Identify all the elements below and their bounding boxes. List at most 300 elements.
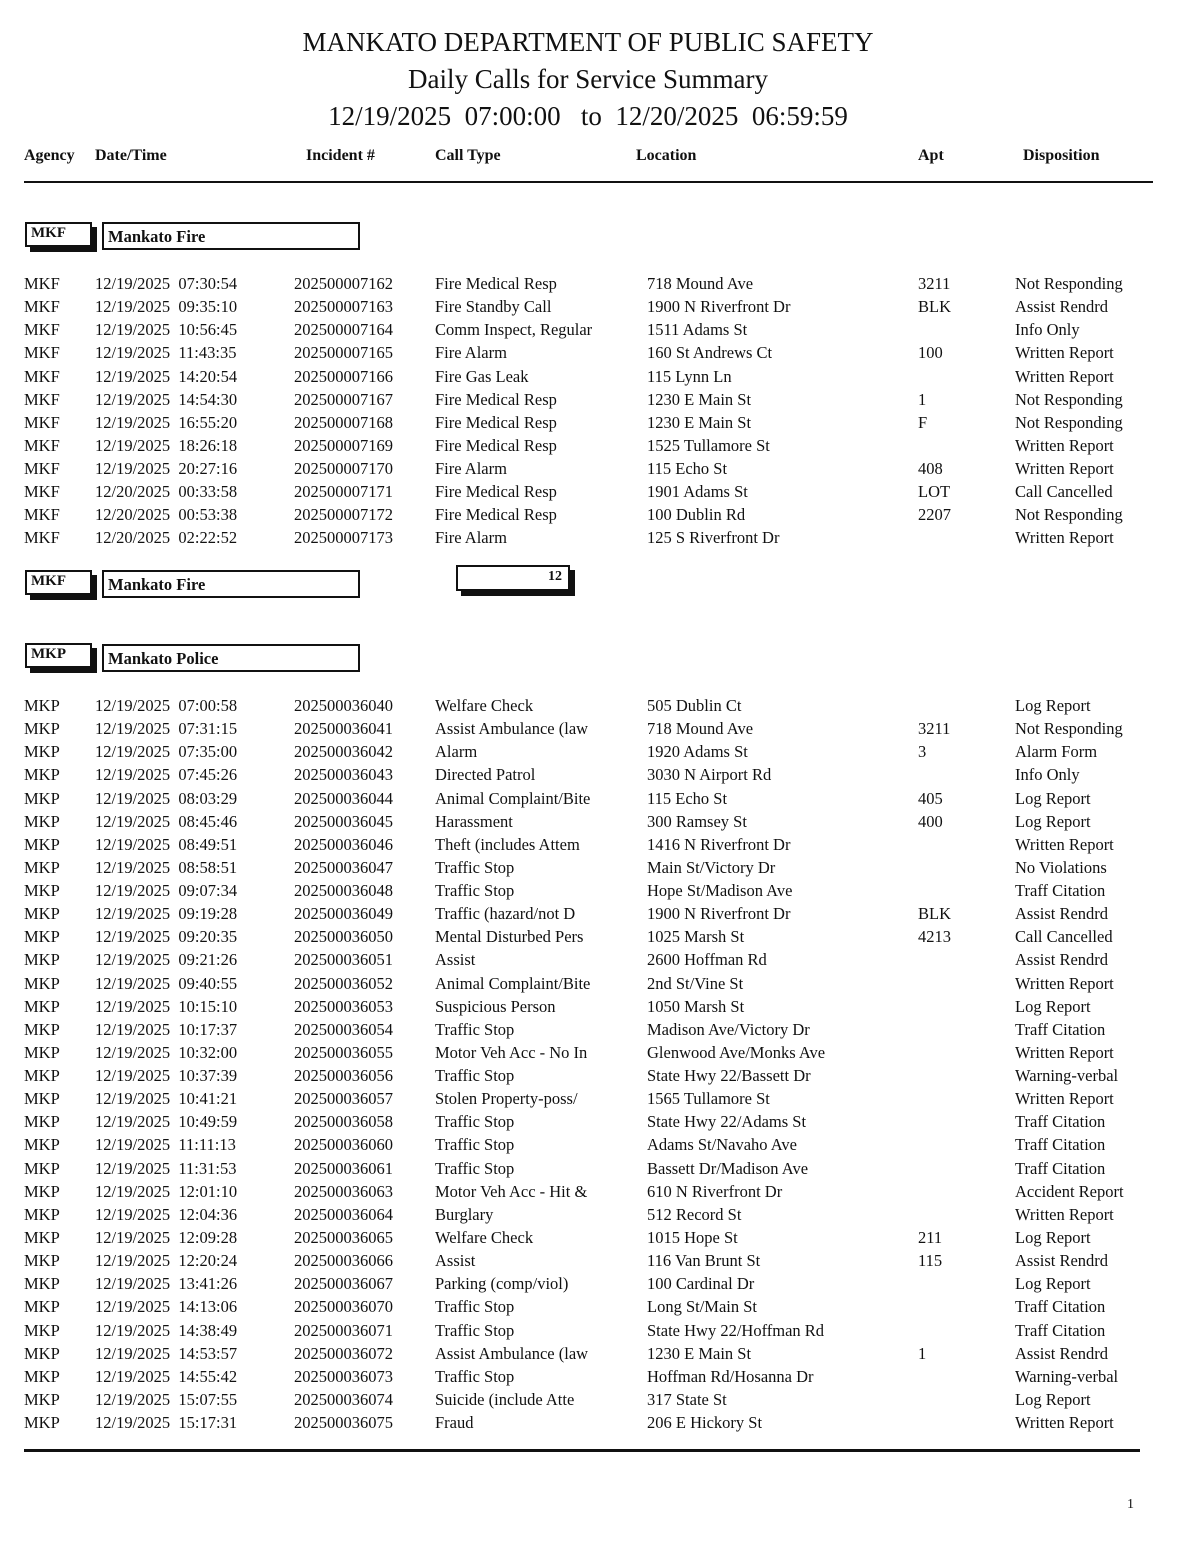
cell-location: 317 State St: [647, 1389, 727, 1409]
cell-apt: 3: [918, 742, 927, 762]
cell-location: Adams St/Navaho Ave: [647, 1135, 798, 1155]
table-row: [0, 526, 1200, 549]
cell-call-type: Fire Medical Resp: [435, 274, 557, 293]
cell-date-time: 12/19/2025 10:41:21: [95, 1089, 238, 1109]
cell-date-time: 12/19/2025 16:55:20: [95, 412, 238, 432]
cell-disposition: Not Responding: [1015, 505, 1123, 525]
cell-location: 1920 Adams St: [647, 742, 748, 762]
cell-location: Hope St/Madison Ave: [647, 881, 793, 901]
cell-call-type: Alarm: [435, 742, 478, 762]
cell-apt: 115: [918, 1251, 943, 1271]
cell-location: Long St/Main St: [647, 1297, 758, 1317]
cell-location: Madison Ave/Victory Dr: [647, 1019, 810, 1039]
cell-incident-number: 202500007173: [294, 528, 393, 548]
cell-incident-number: 202500036063: [294, 1181, 393, 1201]
cell-call-type: Comm Inspect, Regular: [435, 320, 593, 340]
cell-date-time: 12/19/2025 10:56:45: [95, 320, 238, 340]
cell-date-time: 12/19/2025 10:37:39: [95, 1066, 238, 1086]
cell-location: 1025 Marsh St: [647, 927, 745, 947]
cell-disposition: Traff Citation: [1015, 1112, 1106, 1132]
table-row: [0, 1319, 1200, 1342]
cell-date-time: 12/19/2025 15:17:31: [95, 1413, 238, 1433]
cell-call-type: Traffic Stop: [435, 1366, 515, 1386]
cell-apt: 100: [918, 343, 943, 363]
cell-agency: MKP: [24, 1389, 60, 1409]
cell-agency: MKF: [24, 389, 60, 409]
cell-disposition: Written Report: [1015, 459, 1114, 479]
cell-call-type: Fire Gas Leak: [435, 366, 529, 386]
cell-disposition: Traff Citation: [1015, 1320, 1106, 1340]
cell-agency: MKP: [24, 1089, 60, 1109]
cell-location: Bassett Dr/Madison Ave: [647, 1158, 809, 1178]
cell-agency: MKF: [24, 320, 60, 340]
cell-location: 1525 Tullamore St: [647, 435, 770, 455]
cell-agency: MKP: [24, 950, 60, 970]
cell-call-type: Welfare Check: [435, 696, 534, 715]
cell-date-time: 12/19/2025 15:07:55: [95, 1389, 238, 1409]
cell-date-time: 12/20/2025 00:53:38: [95, 505, 238, 525]
cell-incident-number: 202500036043: [294, 765, 393, 785]
cell-date-time: 12/19/2025 11:43:35: [95, 343, 237, 363]
cell-incident-number: 202500007166: [294, 366, 393, 386]
cell-incident-number: 202500036047: [294, 857, 393, 877]
cell-location: 116 Van Brunt St: [647, 1251, 761, 1271]
cell-agency: MKP: [24, 1297, 60, 1317]
cell-disposition: Log Report: [1015, 811, 1091, 831]
table-row: [0, 1087, 1200, 1110]
cell-call-type: Traffic Stop: [435, 857, 515, 877]
col-call-type: Call Type: [435, 147, 501, 164]
cell-incident-number: 202500036064: [294, 1204, 393, 1224]
cell-date-time: 12/20/2025 00:33:58: [95, 482, 238, 502]
cell-call-type: Fire Medical Resp: [435, 482, 557, 502]
table-row: [0, 833, 1200, 856]
cell-agency: MKF: [24, 274, 60, 293]
cell-apt: 1: [918, 1343, 927, 1363]
cell-date-time: 12/19/2025 12:01:10: [95, 1181, 238, 1201]
cell-incident-number: 202500036055: [294, 1042, 393, 1062]
table-row: [0, 411, 1200, 434]
cell-agency: MKP: [24, 1204, 60, 1224]
cell-location: 1230 E Main St: [647, 412, 752, 432]
cell-call-type: Suspicious Person: [435, 996, 556, 1016]
cell-incident-number: 202500007171: [294, 482, 393, 502]
cell-date-time: 12/19/2025 14:38:49: [95, 1320, 238, 1340]
cell-location: 610 N Riverfront Dr: [647, 1181, 783, 1201]
col-agency: Agency: [24, 147, 75, 164]
cell-agency: MKP: [24, 996, 60, 1016]
cell-agency: MKP: [24, 1019, 60, 1039]
table-row: [0, 1388, 1200, 1411]
cell-date-time: 12/19/2025 07:30:54: [95, 274, 238, 293]
cell-disposition: Assist Rendrd: [1015, 297, 1109, 317]
police-agency-name: Mankato Police: [102, 644, 360, 672]
cell-date-time: 12/19/2025 11:31:53: [95, 1158, 237, 1178]
table-row: [0, 341, 1200, 364]
cell-incident-number: 202500036051: [294, 950, 393, 970]
cell-disposition: Accident Report: [1015, 1181, 1124, 1201]
cell-call-type: Assist Ambulance (law: [435, 1343, 589, 1363]
cell-agency: MKP: [24, 719, 60, 739]
cell-incident-number: 202500036073: [294, 1366, 393, 1386]
table-row: [0, 763, 1200, 786]
table-row: [0, 1041, 1200, 1064]
cell-incident-number: 202500007164: [294, 320, 393, 340]
cell-call-type: Assist: [435, 950, 476, 970]
cell-location: 206 E Hickory St: [647, 1413, 763, 1433]
cell-location: 115 Echo St: [647, 788, 728, 808]
cell-location: 1230 E Main St: [647, 389, 752, 409]
cell-apt: F: [918, 412, 928, 432]
cell-agency: MKP: [24, 1343, 60, 1363]
cell-location: 100 Dublin Rd: [647, 505, 746, 525]
cell-agency: MKP: [24, 765, 60, 785]
cell-disposition: Traff Citation: [1015, 1297, 1106, 1317]
cell-incident-number: 202500036066: [294, 1251, 393, 1271]
table-row: [0, 856, 1200, 879]
cell-apt: 3211: [918, 719, 951, 739]
table-row: [0, 295, 1200, 318]
cell-disposition: Log Report: [1015, 996, 1091, 1016]
cell-incident-number: 202500036071: [294, 1320, 393, 1340]
cell-call-type: Traffic Stop: [435, 1066, 515, 1086]
table-row: [0, 1018, 1200, 1041]
table-row: [0, 1249, 1200, 1272]
cell-date-time: 12/19/2025 11:11:13: [95, 1135, 236, 1155]
cell-location: 1901 Adams St: [647, 482, 748, 502]
cell-date-time: 12/19/2025 14:13:06: [95, 1297, 238, 1317]
cell-date-time: 12/19/2025 12:04:36: [95, 1204, 238, 1224]
cell-incident-number: 202500036075: [294, 1413, 393, 1433]
cell-date-time: 12/19/2025 09:35:10: [95, 297, 238, 317]
cell-call-type: Fire Alarm: [435, 528, 507, 548]
cell-agency: MKP: [24, 1112, 60, 1132]
table-row: [0, 972, 1200, 995]
cell-disposition: Info Only: [1015, 765, 1080, 785]
cell-call-type: Motor Veh Acc - No In: [435, 1042, 588, 1062]
cell-call-type: Fire Standby Call: [435, 297, 552, 317]
table-row: [0, 787, 1200, 810]
table-row: [0, 1133, 1200, 1156]
cell-incident-number: 202500007170: [294, 459, 393, 479]
cell-apt: 4213: [918, 927, 951, 947]
cell-disposition: Written Report: [1015, 973, 1114, 993]
cell-apt: 1: [918, 389, 927, 409]
cell-agency: MKP: [24, 1042, 60, 1062]
cell-disposition: Traff Citation: [1015, 1019, 1106, 1039]
cell-agency: MKP: [24, 1366, 60, 1386]
cell-disposition: Written Report: [1015, 1413, 1114, 1433]
cell-date-time: 12/19/2025 12:20:24: [95, 1251, 238, 1271]
cell-apt: 211: [918, 1227, 943, 1247]
table-row: [0, 694, 1200, 717]
cell-agency: MKP: [24, 881, 60, 901]
cell-location: State Hwy 22/Adams St: [647, 1112, 807, 1132]
cell-date-time: 12/19/2025 09:40:55: [95, 973, 238, 993]
table-row: [0, 1180, 1200, 1203]
cell-incident-number: 202500007169: [294, 435, 393, 455]
cell-location: 512 Record St: [647, 1204, 742, 1224]
cell-date-time: 12/19/2025 08:45:46: [95, 811, 238, 831]
cell-date-time: 12/19/2025 10:32:00: [95, 1042, 238, 1062]
cell-disposition: Written Report: [1015, 1042, 1114, 1062]
table-row: [0, 879, 1200, 902]
cell-call-type: Directed Patrol: [435, 765, 536, 785]
fire-agency-code: MKF: [25, 222, 92, 247]
footer-divider: [24, 1449, 1140, 1452]
cell-date-time: 12/19/2025 08:49:51: [95, 834, 238, 854]
cell-location: 1230 E Main St: [647, 1343, 752, 1363]
cell-agency: MKF: [24, 459, 60, 479]
cell-disposition: Not Responding: [1015, 389, 1123, 409]
cell-call-type: Traffic Stop: [435, 1019, 515, 1039]
cell-disposition: Alarm Form: [1015, 742, 1098, 762]
cell-disposition: Assist Rendrd: [1015, 904, 1109, 924]
cell-call-type: Fire Medical Resp: [435, 435, 557, 455]
cell-date-time: 12/19/2025 10:17:37: [95, 1019, 238, 1039]
table-row: [0, 388, 1200, 411]
header-divider: [24, 181, 1153, 183]
police-agency-code: MKP: [25, 643, 92, 668]
cell-disposition: Written Report: [1015, 1089, 1114, 1109]
cell-location: 160 St Andrews Ct: [647, 343, 773, 363]
cell-date-time: 12/19/2025 09:19:28: [95, 904, 238, 924]
cell-incident-number: 202500036050: [294, 927, 393, 947]
cell-agency: MKP: [24, 1251, 60, 1271]
cell-incident-number: 202500007162: [294, 274, 393, 293]
cell-disposition: Traff Citation: [1015, 1158, 1106, 1178]
cell-call-type: Traffic Stop: [435, 1297, 515, 1317]
cell-disposition: Info Only: [1015, 320, 1080, 340]
table-row: [0, 902, 1200, 925]
cell-call-type: Assist Ambulance (law: [435, 719, 589, 739]
cell-call-type: Animal Complaint/Bite: [435, 788, 591, 808]
cell-incident-number: 202500036067: [294, 1274, 393, 1294]
col-datetime: Date/Time: [95, 147, 167, 164]
cell-agency: MKP: [24, 1320, 60, 1340]
cell-date-time: 12/19/2025 08:58:51: [95, 857, 238, 877]
cell-location: 1565 Tullamore St: [647, 1089, 770, 1109]
cell-call-type: Fire Alarm: [435, 459, 507, 479]
cell-incident-number: 202500036042: [294, 742, 393, 762]
cell-call-type: Fraud: [435, 1413, 474, 1433]
cell-disposition: Log Report: [1015, 788, 1091, 808]
cell-incident-number: 202500036054: [294, 1019, 393, 1039]
table-row: [0, 1342, 1200, 1365]
cell-agency: MKP: [24, 1227, 60, 1247]
table-row: [0, 925, 1200, 948]
cell-disposition: No Violations: [1015, 857, 1107, 877]
cell-incident-number: 202500007172: [294, 505, 393, 525]
cell-date-time: 12/19/2025 14:55:42: [95, 1366, 238, 1386]
cell-location: 2600 Hoffman Rd: [647, 950, 767, 970]
cell-date-time: 12/19/2025 07:45:26: [95, 765, 238, 785]
cell-agency: MKF: [24, 528, 60, 548]
cell-date-time: 12/19/2025 07:31:15: [95, 719, 238, 739]
cell-call-type: Theft (includes Attem: [435, 834, 580, 854]
cell-incident-number: 202500007165: [294, 343, 393, 363]
cell-incident-number: 202500036060: [294, 1135, 393, 1155]
table-row: [0, 1226, 1200, 1249]
cell-location: 125 S Riverfront Dr: [647, 528, 780, 548]
cell-disposition: Traff Citation: [1015, 881, 1106, 901]
table-row: [0, 272, 1200, 295]
cell-location: 100 Cardinal Dr: [647, 1274, 755, 1294]
cell-location: 300 Ramsey St: [647, 811, 747, 831]
cell-call-type: Motor Veh Acc - Hit &: [435, 1181, 588, 1201]
cell-date-time: 12/19/2025 18:26:18: [95, 435, 238, 455]
cell-incident-number: 202500036056: [294, 1066, 393, 1086]
cell-location: 115 Lynn Ln: [647, 366, 732, 386]
cell-incident-number: 202500036072: [294, 1343, 393, 1363]
cell-agency: MKP: [24, 1413, 60, 1433]
cell-agency: MKF: [24, 366, 60, 386]
cell-apt: BLK: [918, 297, 951, 317]
cell-location: 1900 N Riverfront Dr: [647, 904, 791, 924]
table-row: [0, 740, 1200, 763]
cell-disposition: Log Report: [1015, 1274, 1091, 1294]
cell-date-time: 12/19/2025 10:15:10: [95, 996, 238, 1016]
cell-apt: LOT: [918, 482, 951, 502]
cell-call-type: Fire Medical Resp: [435, 389, 557, 409]
cell-incident-number: 202500036070: [294, 1297, 393, 1317]
cell-location: 505 Dublin Ct: [647, 696, 742, 715]
cell-agency: MKP: [24, 1274, 60, 1294]
cell-agency: MKF: [24, 435, 60, 455]
cell-agency: MKP: [24, 857, 60, 877]
cell-location: 1900 N Riverfront Dr: [647, 297, 791, 317]
cell-date-time: 12/19/2025 09:07:34: [95, 881, 238, 901]
table-row: [0, 1157, 1200, 1180]
cell-disposition: Written Report: [1015, 435, 1114, 455]
cell-location: Hoffman Rd/Hosanna Dr: [647, 1366, 814, 1386]
cell-call-type: Fire Medical Resp: [435, 505, 557, 525]
cell-agency: MKF: [24, 482, 60, 502]
cell-date-time: 12/19/2025 14:54:30: [95, 389, 238, 409]
cell-location: 718 Mound Ave: [647, 274, 754, 293]
cell-incident-number: 202500036044: [294, 788, 393, 808]
cell-call-type: Animal Complaint/Bite: [435, 973, 591, 993]
cell-location: State Hwy 22/Hoffman Rd: [647, 1320, 825, 1340]
cell-location: 718 Mound Ave: [647, 719, 754, 739]
cell-agency: MKP: [24, 834, 60, 854]
cell-location: State Hwy 22/Bassett Dr: [647, 1066, 811, 1086]
col-incident: Incident #: [306, 147, 375, 164]
cell-location: 3030 N Airport Rd: [647, 765, 772, 785]
cell-apt: 3211: [918, 274, 951, 293]
cell-date-time: 12/19/2025 14:20:54: [95, 366, 238, 386]
page-number: 1: [1127, 1497, 1134, 1512]
cell-incident-number: 202500036053: [294, 996, 393, 1016]
cell-disposition: Warning-verbal: [1015, 1066, 1119, 1086]
cell-location: 1511 Adams St: [647, 320, 748, 340]
cell-date-time: 12/20/2025 02:22:52: [95, 528, 238, 548]
cell-disposition: Warning-verbal: [1015, 1366, 1119, 1386]
table-row: [0, 1365, 1200, 1388]
cell-disposition: Assist Rendrd: [1015, 1343, 1109, 1363]
cell-disposition: Call Cancelled: [1015, 927, 1113, 947]
cell-apt: 405: [918, 788, 943, 808]
table-row: [0, 318, 1200, 341]
cell-agency: MKP: [24, 1135, 60, 1155]
table-row: [0, 1411, 1200, 1434]
table-row: [0, 365, 1200, 388]
cell-disposition: Log Report: [1015, 1389, 1091, 1409]
cell-agency: MKF: [24, 343, 60, 363]
table-row: [0, 480, 1200, 503]
cell-incident-number: 202500036048: [294, 881, 393, 901]
cell-incident-number: 202500007167: [294, 389, 393, 409]
cell-agency: MKP: [24, 742, 60, 762]
table-row: [0, 434, 1200, 457]
table-row: [0, 1064, 1200, 1087]
cell-incident-number: 202500036061: [294, 1158, 393, 1178]
cell-call-type: Traffic Stop: [435, 881, 515, 901]
cell-apt: BLK: [918, 904, 951, 924]
cell-date-time: 12/19/2025 13:41:26: [95, 1274, 238, 1294]
cell-incident-number: 202500036065: [294, 1227, 393, 1247]
cell-incident-number: 202500036046: [294, 834, 393, 854]
col-apt: Apt: [918, 147, 944, 164]
table-row: [0, 810, 1200, 833]
table-row: [0, 503, 1200, 526]
cell-disposition: Not Responding: [1015, 274, 1123, 293]
table-row: [0, 1272, 1200, 1295]
cell-incident-number: 202500036040: [294, 696, 393, 715]
table-row: [0, 457, 1200, 480]
cell-call-type: Traffic Stop: [435, 1320, 515, 1340]
cell-date-time: 12/19/2025 20:27:16: [95, 459, 238, 479]
cell-incident-number: 202500036049: [294, 904, 393, 924]
cell-agency: MKP: [24, 904, 60, 924]
cell-agency: MKP: [24, 1158, 60, 1178]
cell-agency: MKF: [24, 412, 60, 432]
report-title: MANKATO DEPARTMENT OF PUBLIC SAFETY: [302, 27, 874, 57]
table-row: [0, 1203, 1200, 1226]
cell-location: 1015 Hope St: [647, 1227, 738, 1247]
cell-call-type: Burglary: [435, 1204, 494, 1224]
cell-disposition: Written Report: [1015, 834, 1114, 854]
table-row: [0, 1110, 1200, 1133]
cell-incident-number: 202500007163: [294, 297, 393, 317]
cell-call-type: Fire Alarm: [435, 343, 507, 363]
cell-location: Main St/Victory Dr: [647, 857, 776, 877]
cell-incident-number: 202500036058: [294, 1112, 393, 1132]
cell-agency: MKF: [24, 505, 60, 525]
cell-disposition: Log Report: [1015, 696, 1091, 715]
cell-incident-number: 202500007168: [294, 412, 393, 432]
cell-incident-number: 202500036057: [294, 1089, 393, 1109]
cell-date-time: 12/19/2025 12:09:28: [95, 1227, 238, 1247]
cell-disposition: Not Responding: [1015, 412, 1123, 432]
cell-apt: 2207: [918, 505, 951, 525]
cell-disposition: Not Responding: [1015, 719, 1123, 739]
table-row: [0, 995, 1200, 1018]
cell-call-type: Welfare Check: [435, 1227, 534, 1247]
cell-call-type: Fire Medical Resp: [435, 412, 557, 432]
cell-location: 1050 Marsh St: [647, 996, 745, 1016]
table-row: [0, 717, 1200, 740]
cell-agency: MKP: [24, 1066, 60, 1086]
cell-disposition: Assist Rendrd: [1015, 1251, 1109, 1271]
cell-incident-number: 202500036052: [294, 973, 393, 993]
table-row: [0, 1295, 1200, 1318]
cell-agency: MKP: [24, 1181, 60, 1201]
cell-call-type: Suicide (include Atte: [435, 1389, 575, 1409]
cell-disposition: Written Report: [1015, 528, 1114, 548]
cell-incident-number: 202500036041: [294, 719, 393, 739]
cell-incident-number: 202500036074: [294, 1389, 393, 1409]
